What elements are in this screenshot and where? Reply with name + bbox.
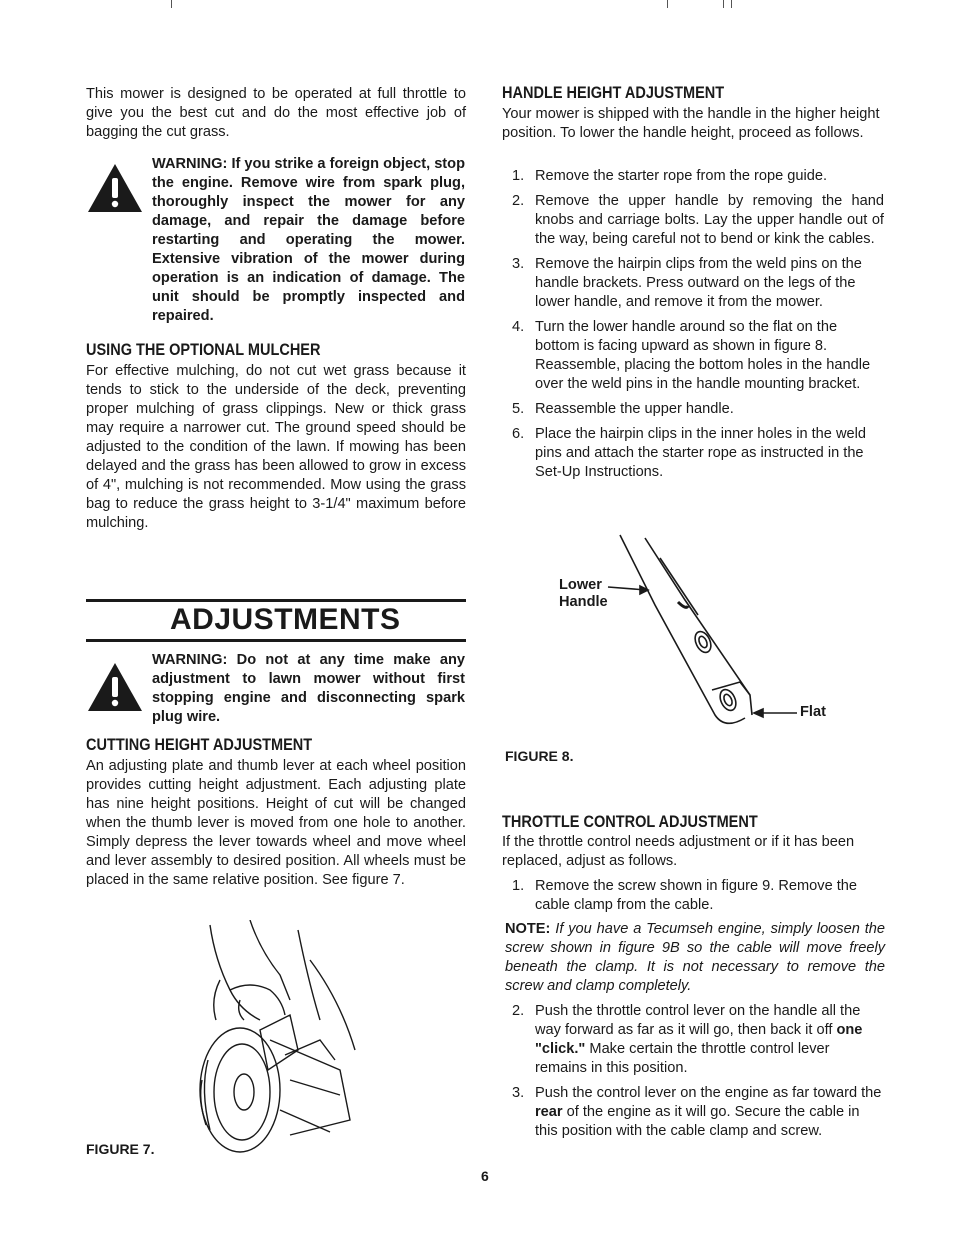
list-item: 3. Remove the hairpin clips from the weld pins on the handle brackets. Press outward on the legs of the lower handle, and remove it from the mower. xyxy=(512,256,862,310)
figure8-illustration xyxy=(600,530,800,745)
handle-height-steps xyxy=(502,167,884,482)
figure8-lower-handle-label: Lower Handle xyxy=(559,577,608,610)
scan-mark xyxy=(667,0,668,8)
adjustments-title: ADJUSTMENTS xyxy=(170,603,401,636)
scan-mark xyxy=(731,0,732,8)
list-item: 1. Remove the screw shown in figure 9. Remove the cable clamp from the cable. xyxy=(512,878,858,913)
warning-mower-damage: WARNING: If you strike a foreign object, stop the engine. Remove wire from spark plug, thoroughly inspect the mower for any damage, and repair the damage before restarting and operating the mower. Extensive vibration of the mower during operation is an indication of damage. The unit should be promptly inspected and repaired. xyxy=(152,156,465,324)
handle-height-heading: HANDLE HEIGHT ADJUSTMENT xyxy=(502,84,725,102)
throttle-steps-2-3 xyxy=(502,1002,884,1141)
list-item: 5. Reassemble the upper handle. xyxy=(512,401,734,417)
figure7-caption: FIGURE 7. xyxy=(86,1141,155,1157)
adjustments-rule-top xyxy=(86,599,466,602)
adjustments-rule-bottom xyxy=(86,639,466,642)
mulcher-heading: USING THE OPTIONAL MULCHER xyxy=(86,341,321,359)
scan-mark xyxy=(171,0,172,8)
list-item: 1. Remove the starter rope from the rope guide. xyxy=(512,168,828,184)
warning-triangle-icon xyxy=(86,162,144,219)
list-item: 6. Place the hairpin clips in the inner holes in the weld pins and attach the starter rope as instructed in the Set-Up Instructions. xyxy=(512,426,866,480)
warning-triangle-icon xyxy=(86,661,144,718)
throttle-control-heading: THROTTLE CONTROL ADJUSTMENT xyxy=(502,813,758,831)
scan-mark xyxy=(723,0,724,8)
cutting-height-paragraph: An adjusting plate and thumb lever at each wheel position provides cutting height adjustment. Each adjusting plate has nine height positions. Height of cut will be changed when the thumb lever is moved from one hole to another. Simply depress the lever towards wheel and move wheel and lever assembly to desired position. All wheels must be placed in the same relative position. See figure 7. xyxy=(86,758,466,888)
figure8-caption: FIGURE 8. xyxy=(505,748,574,764)
figure8-flat-label: Flat xyxy=(800,704,826,720)
mulcher-paragraph: For effective mulching, do not cut wet grass because it tends to stick to the underside of the deck, preventing proper mulching of grass clippings. New or thick grass may require a narrower cut. The ground speed should be adjusted to the condition of the lawn. If mowing has been delayed and the grass has been allowed to grow in excess of 4", mulching is not recommended. Mow using the grass bag to reduce the grass height to 3-1/4" maximum before mulching. xyxy=(86,363,466,531)
figure7-illustration xyxy=(190,920,360,1165)
list-item: 3. Push the control lever on the engine as far toward the rear of the engine as it will go. Secure the cable in this position with the cable clamp and screw. xyxy=(512,1085,882,1139)
tecumseh-note: NOTE: If you have a Tecumseh engine, simply loosen the screw shown in figure 9B so the cable will move freely beneath the clamp. It is not necessary to remove the screw and clamp completely. xyxy=(505,921,885,994)
page-number: 6 xyxy=(481,1168,489,1184)
intro-paragraph: This mower is designed to be operated at full throttle to give you the best cut and do the most effective job of bagging the cut grass. xyxy=(86,86,466,140)
handle-height-intro: Your mower is shipped with the handle in the higher height position. To lower the handle height, proceed as follows. xyxy=(502,106,880,141)
list-item: 2. Remove the upper handle by removing the hand knobs and carriage bolts. Lay the upper handle out of the way, being careful not to bend or kink the cables. xyxy=(512,193,884,247)
list-item: 2. Push the throttle control lever on the handle all the way forward as far as it will go, then back it off one "click." Make certain the throttle control lever remains in this position. xyxy=(512,1003,863,1076)
throttle-step-1 xyxy=(502,877,884,915)
cutting-height-heading: CUTTING HEIGHT ADJUSTMENT xyxy=(86,736,313,754)
warning-adjustment: WARNING: Do not at any time make any adjustment to lawn mower without first stopping engine and disconnecting spark plug wire. xyxy=(152,652,465,725)
throttle-control-intro: If the throttle control needs adjustment or if it has been replaced, adjust as follows. xyxy=(502,834,855,869)
list-item: 4. Turn the lower handle around so the flat on the bottom is facing upward as shown in figure 8. Reassemble, placing the bottom holes in the handle over the weld pins in the handle mounting bracket. xyxy=(512,319,871,392)
